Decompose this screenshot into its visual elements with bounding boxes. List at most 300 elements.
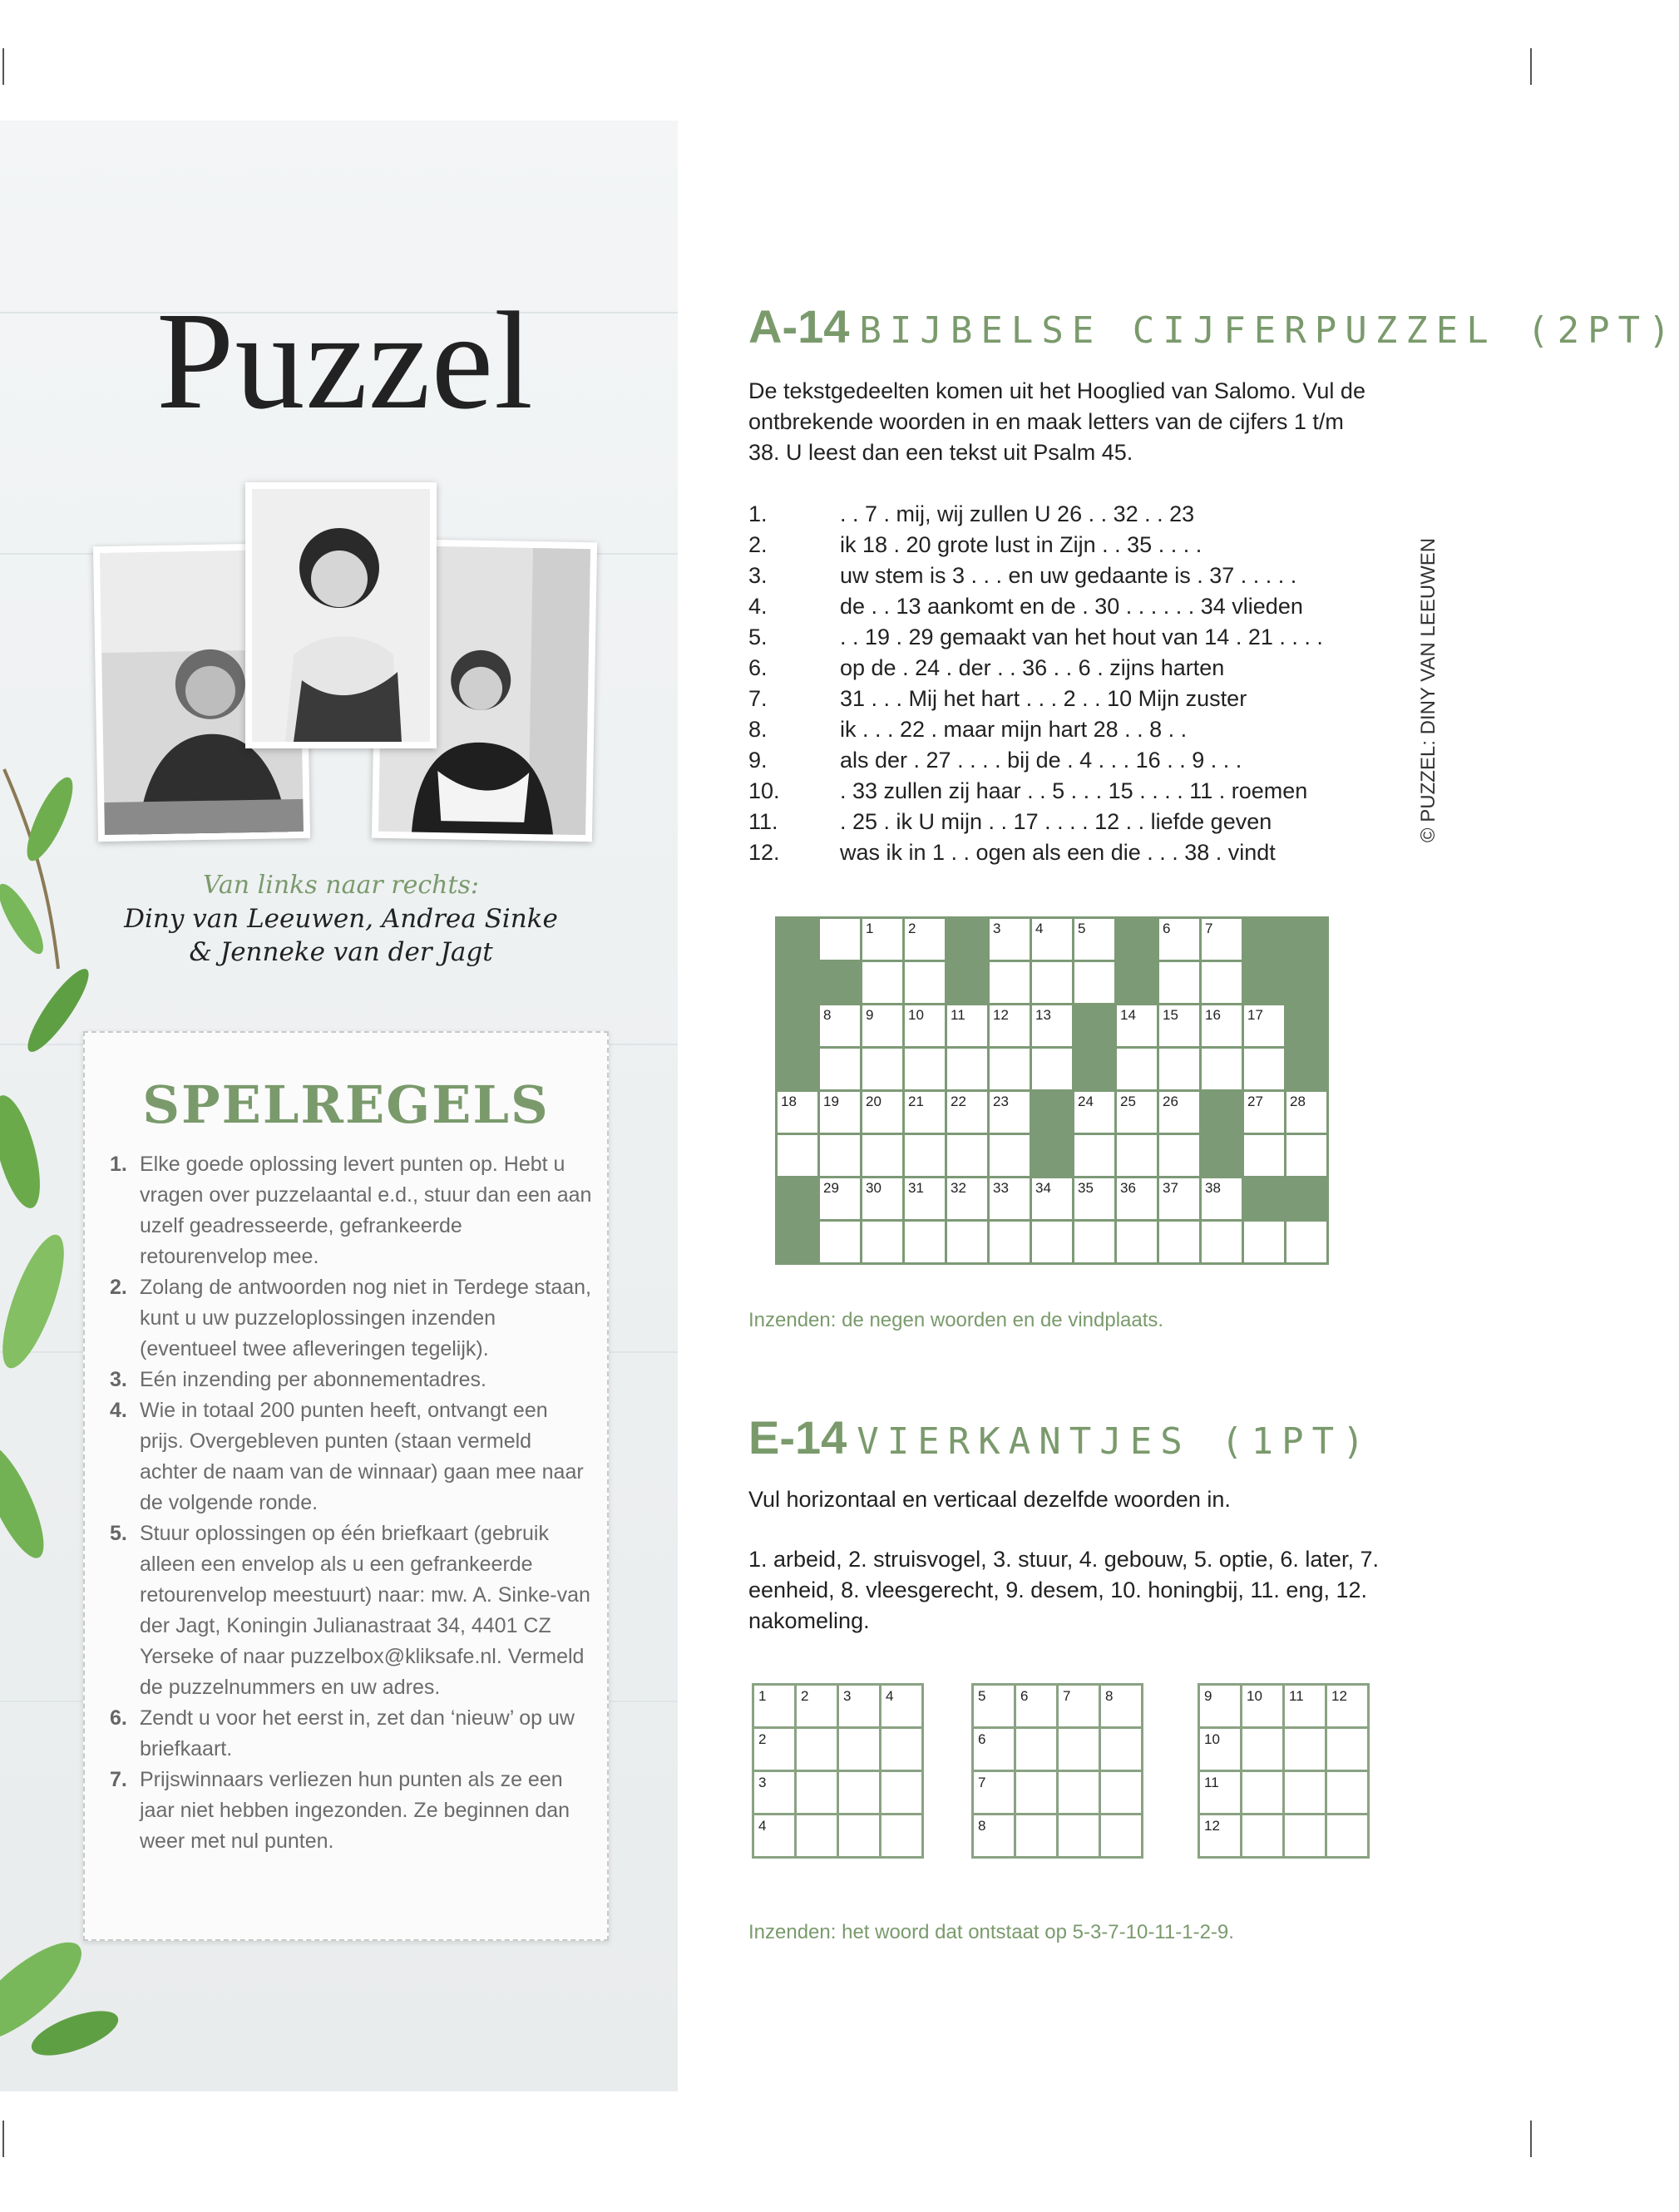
grid-cell[interactable] [838, 1815, 881, 1858]
clue-number: 8. [748, 717, 768, 742]
grid-row [777, 918, 1328, 961]
grid-cell[interactable] [1326, 1728, 1369, 1771]
rule-item [110, 1365, 592, 1395]
cell-number: 25 [1120, 1094, 1136, 1109]
grid-cell[interactable] [819, 1091, 862, 1134]
cell-number: 36 [1120, 1180, 1136, 1196]
rule-text: Wie in totaal 200 punten heeft, ontvangt een prijs. Overgebleven punten (staan vermeld achter de naam van de winnaar) gaan mee naar de volgende ronde. [140, 1399, 584, 1514]
rule-number: 6. [110, 1706, 127, 1730]
grid-cell[interactable] [862, 918, 904, 961]
cell-number: 3 [993, 921, 1001, 936]
cell-number: 4 [886, 1688, 894, 1704]
a14-intro: De tekstgedeelten komen uit het Hooglied van Salomo. Vul de ontbrekende woorden in en maak letters van de cijfers 1 t/m 38. U leest dan een tekst uit Psalm 45. [748, 378, 1365, 465]
grid-cell-block [777, 1048, 819, 1091]
clue-number: 6. [748, 655, 768, 680]
grid-cell[interactable] [819, 1048, 862, 1091]
grid-cell[interactable] [946, 1178, 989, 1221]
e14-heading [748, 1410, 1373, 1464]
cell-number: 29 [823, 1180, 839, 1196]
grid-cell[interactable] [1031, 1178, 1074, 1221]
clue-number: 3. [748, 563, 768, 588]
grid-cell-block [1286, 1178, 1328, 1221]
grid-cell[interactable] [904, 1134, 946, 1178]
clue-row [748, 591, 1380, 622]
cell-number: 4 [1035, 921, 1044, 936]
grid-cell[interactable] [1243, 1134, 1286, 1178]
grid-cell[interactable] [1242, 1815, 1284, 1858]
spelregels-title: SPELREGELS [142, 1074, 550, 1135]
grid-row [1199, 1771, 1369, 1815]
grid-cell-block [1031, 1134, 1074, 1178]
grid-cell[interactable] [838, 1685, 881, 1728]
e14-code: E-14 [748, 1411, 847, 1464]
grid-cell[interactable] [1201, 1178, 1243, 1221]
grid-cell[interactable] [838, 1728, 881, 1771]
cell-number: 26 [1163, 1094, 1178, 1109]
cell-number: 19 [823, 1094, 839, 1109]
cell-number: 5 [978, 1688, 986, 1704]
grid-cell[interactable] [753, 1728, 796, 1771]
cell-number: 2 [801, 1688, 809, 1704]
grid-row [777, 1048, 1328, 1091]
clue-number: 2. [748, 532, 768, 557]
grid-cell[interactable] [862, 1091, 904, 1134]
grid-cell[interactable] [1243, 1048, 1286, 1091]
grid-cell[interactable] [1158, 1005, 1201, 1048]
grid-cell[interactable] [1201, 961, 1243, 1005]
grid-cell[interactable] [1031, 1221, 1074, 1264]
grid-cell-block [777, 1221, 819, 1264]
grid-cell[interactable] [946, 1005, 989, 1048]
grid-cell-block [1116, 918, 1158, 961]
cell-number: 12 [1331, 1688, 1347, 1704]
grid-row [1199, 1728, 1369, 1771]
cell-number: 6 [1163, 921, 1171, 936]
clue-number: 11. [748, 809, 778, 834]
grid-cell[interactable] [946, 1048, 989, 1091]
grid-cell[interactable] [973, 1685, 1015, 1728]
grid-cell[interactable] [838, 1771, 881, 1815]
cell-number: 8 [823, 1007, 832, 1023]
clue-number: 9. [748, 748, 768, 773]
grid-cell[interactable] [946, 1221, 989, 1264]
grid-cell[interactable] [973, 1815, 1015, 1858]
grid-cell[interactable] [777, 1134, 819, 1178]
clue-text: was ik in 1 . . ogen als een die . . . 38 . vindt [840, 840, 1276, 865]
grid-row [777, 1221, 1328, 1264]
grid-cell-block [777, 1005, 819, 1048]
grid-cell[interactable] [1243, 1005, 1286, 1048]
clue-number: 12. [748, 840, 780, 865]
crop-mark [1530, 48, 1532, 85]
grid-cell[interactable] [989, 961, 1031, 1005]
grid-cell[interactable] [1158, 1091, 1201, 1134]
grid-cell[interactable] [1284, 1728, 1326, 1771]
grid-cell[interactable] [796, 1685, 838, 1728]
cell-number: 6 [1020, 1688, 1029, 1704]
grid-cell-block [1286, 961, 1328, 1005]
grid-cell[interactable] [1116, 1091, 1158, 1134]
grid-cell[interactable] [1158, 1221, 1201, 1264]
grid-cell[interactable] [1242, 1685, 1284, 1728]
cell-number: 37 [1163, 1180, 1178, 1196]
cell-number: 5 [1078, 921, 1086, 936]
e14-intro: Vul horizontaal en verticaal dezelfde woorden in. [748, 1487, 1231, 1512]
a14-code: A-14 [748, 300, 850, 353]
grid-cell[interactable] [1199, 1771, 1242, 1815]
grid-cell[interactable] [1116, 1048, 1158, 1091]
e14-word-list: 1. arbeid, 2. struisvogel, 3. stuur, 4. gebouw, 5. optie, 6. later, 7. eenheid, 8. vleesgerecht, 9. desem, 10. honingbij, 11. eng, 12. nakomeling. [748, 1547, 1379, 1633]
grid-cell-block [1286, 918, 1328, 961]
cell-number: 27 [1247, 1094, 1263, 1109]
grid-cell[interactable] [1031, 1005, 1074, 1048]
grid-cell-block [1243, 961, 1286, 1005]
grid-cell[interactable] [1158, 961, 1201, 1005]
grid-cell[interactable] [1286, 1221, 1328, 1264]
grid-cell[interactable] [1242, 1728, 1284, 1771]
grid-cell-block [1286, 1005, 1328, 1048]
cell-number: 35 [1078, 1180, 1094, 1196]
grid-cell[interactable] [1243, 1091, 1286, 1134]
grid-cell[interactable] [1199, 1815, 1242, 1858]
grid-cell[interactable] [904, 1178, 946, 1221]
rule-number: 4. [110, 1399, 127, 1422]
grid-cell[interactable] [1326, 1771, 1369, 1815]
clue-row [748, 622, 1380, 653]
grid-cell[interactable] [862, 1178, 904, 1221]
e14-title: VIERKANTJES (1PT) [857, 1420, 1373, 1463]
e14-square-grid [752, 1683, 924, 1859]
grid-cell[interactable] [1242, 1771, 1284, 1815]
grid-cell[interactable] [819, 1221, 862, 1264]
cell-number: 10 [1247, 1688, 1262, 1704]
grid-cell-block [777, 961, 819, 1005]
grid-cell[interactable] [904, 1005, 946, 1048]
cell-number: 31 [908, 1180, 924, 1196]
grid-cell[interactable] [1058, 1728, 1100, 1771]
grid-row [1199, 1815, 1369, 1858]
cell-number: 7 [1205, 921, 1213, 936]
grid-cell[interactable] [946, 1134, 989, 1178]
grid-cell[interactable] [1031, 961, 1074, 1005]
grid-cell-block [1201, 1134, 1243, 1178]
grid-cell[interactable] [881, 1685, 923, 1728]
grid-cell[interactable] [1100, 1815, 1143, 1858]
grid-cell[interactable] [904, 1091, 946, 1134]
a14-clue-list [748, 499, 1380, 868]
cell-number: 10 [1204, 1731, 1220, 1747]
cell-number: 8 [1105, 1688, 1114, 1704]
grid-cell[interactable] [1286, 1091, 1328, 1134]
crop-mark [2, 48, 4, 85]
grid-cell[interactable] [1326, 1815, 1369, 1858]
grid-cell[interactable] [1199, 1685, 1242, 1728]
grid-cell[interactable] [1243, 1221, 1286, 1264]
grid-cell[interactable] [1100, 1728, 1143, 1771]
grid-cell-block [777, 918, 819, 961]
grid-cell[interactable] [904, 961, 946, 1005]
grid-cell[interactable] [796, 1771, 838, 1815]
grid-cell[interactable] [989, 1221, 1031, 1264]
grid-cell[interactable] [753, 1685, 796, 1728]
grid-cell[interactable] [819, 1134, 862, 1178]
cell-number: 6 [978, 1731, 986, 1747]
caption-line: & Jenneke van der Jagt [189, 937, 493, 967]
grid-cell[interactable] [1284, 1685, 1326, 1728]
grid-cell[interactable] [1116, 1178, 1158, 1221]
grid-cell[interactable] [1201, 918, 1243, 961]
grid-cell-block [1243, 918, 1286, 961]
grid-cell[interactable] [862, 1134, 904, 1178]
grid-cell[interactable] [1201, 1048, 1243, 1091]
grid-cell[interactable] [796, 1728, 838, 1771]
rule-number: 5. [110, 1522, 127, 1545]
clue-number: 4. [748, 594, 768, 619]
grid-cell[interactable] [819, 1005, 862, 1048]
cell-number: 11 [951, 1007, 965, 1023]
grid-cell[interactable] [989, 1048, 1031, 1091]
grid-cell[interactable] [777, 1091, 819, 1134]
clue-row [748, 499, 1380, 530]
rule-number: 2. [110, 1276, 127, 1299]
cell-number: 11 [1289, 1688, 1304, 1704]
grid-cell[interactable] [881, 1815, 923, 1858]
cell-number: 15 [1163, 1007, 1178, 1023]
clue-number: 10. [748, 778, 780, 803]
cell-number: 34 [1035, 1180, 1051, 1196]
rule-item [110, 1765, 592, 1857]
grid-cell[interactable] [1058, 1685, 1100, 1728]
grid-cell[interactable] [1074, 961, 1116, 1005]
cell-number: 9 [866, 1007, 874, 1023]
clue-row [748, 653, 1380, 684]
grid-cell[interactable] [1158, 1048, 1201, 1091]
cell-number: 18 [781, 1094, 797, 1109]
grid-cell[interactable] [753, 1815, 796, 1858]
grid-cell[interactable] [904, 1048, 946, 1091]
grid-cell-block [1116, 961, 1158, 1005]
cell-number: 20 [866, 1094, 881, 1109]
grid-cell[interactable] [881, 1771, 923, 1815]
cell-number: 14 [1120, 1007, 1136, 1023]
grid-cell[interactable] [1015, 1728, 1058, 1771]
cell-number: 32 [951, 1180, 966, 1196]
cell-number: 16 [1205, 1007, 1221, 1023]
grid-cell[interactable] [1158, 1134, 1201, 1178]
cell-number: 24 [1078, 1094, 1094, 1109]
a14-title: BIJBELSE CIJFERPUZZEL (2PT) [859, 309, 1679, 352]
grid-cell[interactable] [989, 1134, 1031, 1178]
grid-row [753, 1771, 923, 1815]
grid-cell[interactable] [1201, 1005, 1243, 1048]
e14-square-grid [971, 1683, 1143, 1859]
grid-cell[interactable] [1031, 1048, 1074, 1091]
rule-text: Zolang de antwoorden nog niet in Terdege staan, kunt u uw puzzeloplossingen inzenden (eventueel twee afleveringen tegelijk). [140, 1276, 591, 1360]
grid-cell[interactable] [1058, 1771, 1100, 1815]
cell-number: 28 [1290, 1094, 1306, 1109]
a14-heading [748, 299, 1679, 353]
cell-number: 21 [908, 1094, 924, 1109]
grid-cell[interactable] [1116, 1221, 1158, 1264]
grid-cell[interactable] [1116, 1005, 1158, 1048]
cell-number: 4 [758, 1818, 767, 1834]
e14-submit-note: Inzenden: het woord dat ontstaat op 5-3-7-10-11-1-2-9. [748, 1921, 1234, 1943]
clue-row [748, 807, 1380, 837]
grid-cell[interactable] [1199, 1728, 1242, 1771]
grid-cell[interactable] [904, 1221, 946, 1264]
grid-cell-block [1031, 1091, 1074, 1134]
cell-number: 12 [993, 1007, 1009, 1023]
caption-line: Van links naar rechts: [202, 871, 480, 900]
grid-cell[interactable] [1158, 1178, 1201, 1221]
cell-number: 22 [951, 1094, 966, 1109]
clue-text: . . 19 . 29 gemaakt van het hout van 14 . 21 . . . . [840, 625, 1323, 649]
rule-text: Prijswinnaars verliezen hun punten als ze een jaar niet hebben ingezonden. Ze beginnen dan weer met nul punten. [140, 1768, 570, 1853]
grid-row [973, 1685, 1143, 1728]
grid-cell[interactable] [1015, 1685, 1058, 1728]
rule-item [110, 1518, 592, 1703]
grid-cell[interactable] [1015, 1771, 1058, 1815]
cell-number: 10 [908, 1007, 924, 1023]
grid-cell[interactable] [989, 1005, 1031, 1048]
rule-item [110, 1149, 592, 1272]
grid-row [777, 961, 1328, 1005]
clue-row [748, 837, 1380, 868]
cell-number: 2 [758, 1731, 767, 1747]
clue-number: 1. [748, 501, 768, 526]
grid-cell[interactable] [1100, 1685, 1143, 1728]
grid-row [753, 1815, 923, 1858]
grid-cell[interactable] [1074, 918, 1116, 961]
grid-row [777, 1134, 1328, 1178]
cell-number: 12 [1204, 1818, 1220, 1834]
grid-cell[interactable] [1031, 918, 1074, 961]
rule-number: 3. [110, 1368, 127, 1391]
grid-cell[interactable] [973, 1728, 1015, 1771]
clue-text: ik . . . 22 . maar mijn hart 28 . . 8 . . [840, 717, 1188, 742]
clue-row [748, 745, 1380, 776]
grid-cell[interactable] [989, 918, 1031, 961]
grid-cell[interactable] [1201, 1221, 1243, 1264]
rule-text: Zendt u voor het eerst in, zet dan ‘nieuw’ op uw briefkaart. [140, 1706, 575, 1760]
grid-cell[interactable] [796, 1815, 838, 1858]
spelregels-card [83, 1031, 609, 1941]
clue-text: . . 7 . mij, wij zullen U 26 . . 32 . . 23 [840, 501, 1195, 526]
a14-submit-note: Inzenden: de negen woorden en de vindplaats. [748, 1309, 1164, 1331]
grid-row [777, 1178, 1328, 1221]
grid-cell[interactable] [1015, 1815, 1058, 1858]
grid-cell[interactable] [1100, 1771, 1143, 1815]
grid-cell-block [1201, 1091, 1243, 1134]
grid-cell[interactable] [862, 1005, 904, 1048]
grid-row [973, 1815, 1143, 1858]
grid-cell[interactable] [946, 1091, 989, 1134]
grid-cell-block [1243, 1178, 1286, 1221]
rule-item [110, 1272, 592, 1365]
grid-cell[interactable] [904, 918, 946, 961]
clue-row [748, 684, 1380, 714]
grid-cell[interactable] [1074, 1178, 1116, 1221]
rule-number: 1. [110, 1153, 127, 1176]
grid-cell[interactable] [1074, 1134, 1116, 1178]
grid-cell[interactable] [1116, 1134, 1158, 1178]
clue-row [748, 714, 1380, 745]
cell-number: 33 [993, 1180, 1009, 1196]
puzzle-credit: © PUZZEL: DINY VAN LEEUWEN [1417, 537, 1439, 843]
rule-item [110, 1395, 592, 1518]
grid-cell-block [819, 961, 862, 1005]
rule-text: Stuur oplossingen op één briefkaart (gebruik alleen een envelop als u een gefrankeerde retourenvelop meestuurt) naar: mw. A. Sinke-van der Jagt, Koningin Julianastraat 34, 4401 CZ Yerseke of naar puzzelbox@kliksafe.nl. Vermeld de puzzelnummers en uw adres. [140, 1522, 590, 1699]
grid-cell-block [1286, 1048, 1328, 1091]
grid-cell-block [777, 1178, 819, 1221]
grid-cell[interactable] [1284, 1771, 1326, 1815]
grid-cell[interactable] [1074, 1091, 1116, 1134]
clue-number: 7. [748, 686, 768, 711]
clue-text: ik 18 . 20 grote lust in Zijn . . 35 . . . . [840, 532, 1202, 557]
e14-square-grid [1198, 1683, 1370, 1859]
grid-cell[interactable] [1326, 1685, 1369, 1728]
crop-mark [1530, 2121, 1532, 2157]
grid-cell[interactable] [862, 1221, 904, 1264]
cell-number: 17 [1247, 1007, 1263, 1023]
grid-row [777, 1091, 1328, 1134]
grid-cell[interactable] [1158, 918, 1201, 961]
photo-frame [245, 482, 437, 748]
cell-number: 8 [978, 1818, 986, 1834]
grid-cell[interactable] [819, 1178, 862, 1221]
grid-cell[interactable] [1286, 1134, 1328, 1178]
grid-cell[interactable] [989, 1178, 1031, 1221]
grid-row [753, 1728, 923, 1771]
rules-list [110, 1149, 592, 1857]
portrait-photo [252, 489, 430, 742]
a14-puzzle-grid [775, 916, 1329, 1265]
grid-cell[interactable] [862, 961, 904, 1005]
grid-row [1199, 1685, 1369, 1728]
rule-item [110, 1703, 592, 1765]
grid-row [777, 1005, 1328, 1048]
grid-row [973, 1771, 1143, 1815]
grid-cell[interactable] [973, 1771, 1015, 1815]
cell-number: 30 [866, 1180, 881, 1196]
cell-number: 13 [1035, 1007, 1051, 1023]
rule-text: Eén inzending per abonnementadres. [140, 1368, 486, 1391]
clue-row [748, 560, 1380, 591]
clue-row [748, 776, 1380, 807]
clue-text: de . . 13 aankomt en de . 30 . . . . . . 34 vlieden [840, 594, 1303, 619]
grid-cell[interactable] [1074, 1221, 1116, 1264]
grid-cell-block [1074, 1005, 1116, 1048]
grid-cell[interactable] [862, 1048, 904, 1091]
caption-line: Diny van Leeuwen, Andrea Sinke [124, 904, 558, 934]
grid-cell[interactable] [753, 1771, 796, 1815]
cell-number: 3 [758, 1775, 767, 1790]
grid-cell[interactable] [989, 1091, 1031, 1134]
clue-row [748, 530, 1380, 560]
cell-number: 3 [843, 1688, 852, 1704]
grid-cell-block [946, 918, 989, 961]
grid-cell[interactable] [1058, 1815, 1100, 1858]
cell-number: 38 [1205, 1180, 1221, 1196]
photo-caption [116, 869, 565, 969]
crop-mark [2, 2121, 4, 2157]
grid-cell[interactable] [881, 1728, 923, 1771]
grid-cell[interactable] [1284, 1815, 1326, 1858]
cell-number: 9 [1204, 1688, 1212, 1704]
grid-cell[interactable] [819, 918, 862, 961]
clue-text: . 33 zullen zij haar . . 5 . . . 15 . . . . 11 . roemen [840, 778, 1308, 803]
cell-number: 2 [908, 921, 916, 936]
